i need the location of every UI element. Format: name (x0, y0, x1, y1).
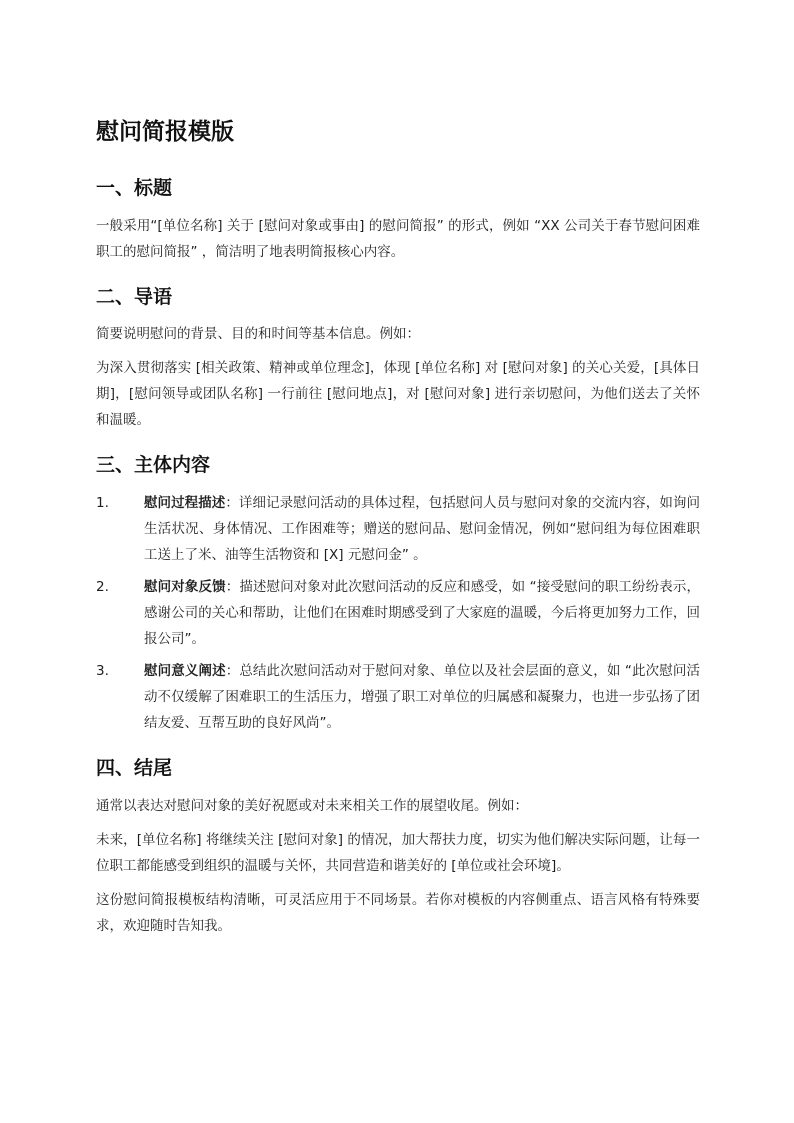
section-heading: 一、标题 (96, 176, 173, 199)
numbered-list (96, 490, 700, 736)
list-number: 1. (96, 494, 109, 511)
document-page (96, 118, 700, 959)
list-item-body (144, 490, 700, 568)
list-item-text: ：描述慰问对象对此次慰问活动的反应和感受，如 “接受慰问的职工纷纷表示，感谢公司的关心和帮助，让他们在困难时期感受到了大家庭的温暖，今后将更加努力工作，回报公司”。 (144, 578, 701, 647)
paragraph: 为深入贯彻落实 [相关政策、精神或单位理念]，体现 [单位名称] 对 [慰问对象] 的关心关爱，[具体日期]，[慰问领导或团队名称] 一行前往 [慰问地点]，对 [慰问对象] 进行亲切慰问，为他们送去了关怀和温暖。 (96, 360, 700, 429)
list-item-text: ：详细记录慰问活动的具体过程，包括慰问人员与慰问对象的交流内容，如询问生活状况、身体情况、工作困难等；赠送的慰问品、慰问金情况，例如“慰问组为每位困难职工送上了米、油等生活物资和 [X] 元慰问金” 。 (144, 494, 700, 563)
paragraph: 未来，[单位名称] 将继续关注 [慰问对象] 的情况，加大帮扶力度，切实为他们解决实际问题，让每一位职工都能感受到组织的温暖与关怀，共同营造和谐美好的 [单位或社会环境]。 (96, 831, 700, 874)
paragraph: 简要说明慰问的背景、目的和时间等基本信息。例如： (96, 326, 420, 343)
list-number: 3. (96, 662, 109, 679)
list-item (96, 658, 700, 736)
list-item-body (144, 658, 700, 736)
section-ending (96, 756, 700, 939)
section-intro (96, 285, 700, 434)
list-item-body (144, 574, 700, 652)
list-item (96, 574, 700, 652)
list-item-label: 慰问过程描述 (144, 494, 226, 511)
list-item-label: 慰问意义阐述 (144, 662, 226, 679)
list-item (96, 490, 700, 568)
paragraph: 一般采用“[单位名称] 关于 [慰问对象或事由] 的慰问简报” 的形式，例如 “XX 公司关于春节慰问困难职工的慰问简报” ，简洁明了地表明简报核心内容。 (96, 217, 700, 260)
document-title: 慰问简报模版 (96, 119, 234, 145)
list-item-text: ：总结此次慰问活动对于慰问对象、单位以及社会层面的意义，如 “此次慰问活动不仅缓解了困难职工的生活压力，增强了职工对单位的归属感和凝聚力，也进一步弘扬了团结友爱、互帮互助的良好风尚”。 (144, 662, 701, 731)
paragraph: 通常以表达对慰问对象的美好祝愿或对未来相关工作的展望收尾。例如： (96, 797, 528, 814)
section-title (96, 176, 700, 265)
section-body (96, 453, 700, 736)
section-heading: 四、结尾 (96, 756, 173, 779)
list-number: 2. (96, 578, 109, 595)
paragraph: 这份慰问简报模板结构清晰，可灵活应用于不同场景。若你对模板的内容侧重点、语言风格有特殊要求，欢迎随时告知我。 (96, 891, 700, 934)
list-item-label: 慰问对象反馈 (144, 578, 226, 595)
section-heading: 二、导语 (96, 285, 173, 308)
section-heading: 三、主体内容 (96, 454, 211, 477)
